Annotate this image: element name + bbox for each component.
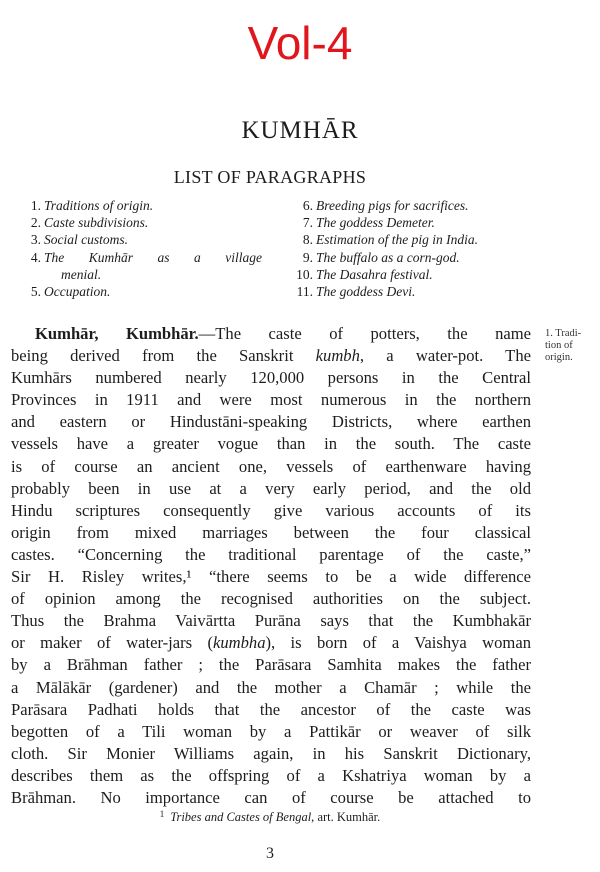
footnote-title: Tribes and Castes of Bengal, — [170, 810, 315, 824]
paragraph-number: 11. — [296, 284, 313, 300]
body-line: a Mālākār (gardener) and the mother a Chamār ; while the — [11, 677, 531, 697]
paragraph-title: The buffalo as a corn-god. — [316, 249, 460, 265]
body-line: of opinion among the recognised authorities on the subject. — [11, 589, 531, 609]
paragraph-number: 5. — [30, 284, 41, 300]
paragraph-item — [292, 266, 552, 283]
body-line: Hindu scriptures consequently give various accounts of its — [11, 500, 531, 520]
body-line: Kumhārs numbered nearly 120,000 persons in the Central — [11, 368, 531, 388]
body-line: Thus the Brahma Vaivārtta Purāna says that the Kumbhakār — [11, 611, 531, 631]
entry-heading: Kumhār, Kumbhār. — [35, 324, 199, 343]
body-line: describes them as the offspring of a Kshatriya woman by a — [11, 765, 531, 785]
paragraph-title: Traditions of origin. — [44, 198, 154, 213]
paragraph-number: 7. — [302, 215, 313, 231]
paragraph-item — [292, 283, 552, 300]
paragraph-item — [20, 231, 265, 248]
list-of-paragraphs-heading: LIST OF PARAGRAPHS — [173, 167, 367, 187]
paragraph-title: The goddess Demeter. — [316, 215, 435, 231]
paragraph-number: 10. — [296, 266, 313, 282]
paragraph-title: Caste subdivisions. — [44, 215, 149, 231]
body-line-rest: —The caste of potters, the name — [198, 324, 532, 343]
paragraph-title: The Kumhār as a village — [44, 249, 262, 265]
body-line: probably been in use at a very early period, and the old — [11, 478, 531, 498]
margin-note-line: origin. — [545, 352, 573, 363]
body-line: Brāhman. No importance can of course be attached to — [11, 787, 531, 807]
margin-note — [545, 328, 597, 364]
body-line: being derived from the Sanskrit kumbh, a water-pot. The — [11, 346, 531, 366]
paragraph-item — [20, 283, 265, 300]
paragraph-number: 8. — [302, 232, 313, 248]
body-line: is of course an ancient one, vessels of earthenware having — [11, 456, 531, 476]
body-text — [11, 323, 531, 809]
body-line: or maker of water-jars (kumbha), is born of a Vaishya woman — [11, 633, 531, 653]
paragraph-number: 1. — [30, 198, 41, 213]
body-line: origin from mixed marriages between the four classical — [11, 522, 531, 542]
chapter-title: KUMHĀR — [241, 117, 359, 144]
footnote — [0, 810, 540, 824]
paragraph-item — [20, 214, 265, 231]
paragraph-item — [292, 197, 552, 214]
body-line: and eastern or Hindustāni-speaking Districts, where earthen — [11, 412, 531, 432]
paragraph-number: 3. — [30, 232, 41, 248]
paragraph-list-left — [20, 197, 265, 300]
page-number: 3 — [266, 845, 274, 862]
margin-note-line: 1. Tradi- — [545, 328, 582, 339]
paragraph-title: Occupation. — [44, 284, 111, 300]
margin-note-line: tion of — [545, 340, 573, 351]
paragraph-item — [292, 249, 552, 266]
body-line: vessels have a greater vogue than in the south. The caste — [11, 434, 531, 454]
paragraph-item — [20, 197, 265, 214]
body-line: begotten of a Tili woman by a Pattikār or weaver of silk — [11, 721, 531, 741]
footnote-rest: art. Kumhār. — [317, 810, 381, 824]
body-line: by a Brāhman father ; the Parāsara Samhita makes the father — [11, 655, 531, 675]
paragraph-title: The goddess Devi. — [316, 284, 416, 300]
body-line: Sir H. Risley writes,¹ “there seems to be a wide difference — [11, 567, 531, 587]
body-line — [11, 323, 531, 345]
footnote-number: 1 — [159, 809, 165, 819]
paragraph-title: Estimation of the pig in India. — [316, 232, 478, 248]
paragraph-number: 4. — [30, 249, 41, 265]
volume-label: Vol-4 — [247, 17, 353, 69]
paragraph-number: 2. — [30, 215, 41, 231]
paragraph-item — [20, 249, 265, 266]
paragraph-title-continuation: menial. — [61, 266, 102, 282]
paragraph-number: 9. — [302, 249, 313, 265]
paragraph-item — [292, 214, 552, 231]
body-line: castes. “Concerning the traditional parentage of the caste,” — [11, 544, 531, 564]
paragraph-title: The Dasahra festival. — [316, 266, 433, 282]
paragraph-item — [292, 231, 552, 248]
body-line: Provinces in 1911 and were most numerous in the northern — [11, 390, 531, 410]
body-line: Parāsara Padhati holds that the ancestor of the caste was — [11, 699, 531, 719]
paragraph-title: Breeding pigs for sacrifices. — [316, 198, 469, 213]
paragraph-item-continuation — [20, 266, 265, 283]
paragraph-title: Social customs. — [44, 232, 128, 248]
paragraph-list-right — [292, 197, 552, 300]
paragraph-number: 6. — [302, 198, 313, 213]
body-line: cloth. Sir Monier Williams again, in his Sanskrit Dictionary, — [11, 743, 531, 763]
